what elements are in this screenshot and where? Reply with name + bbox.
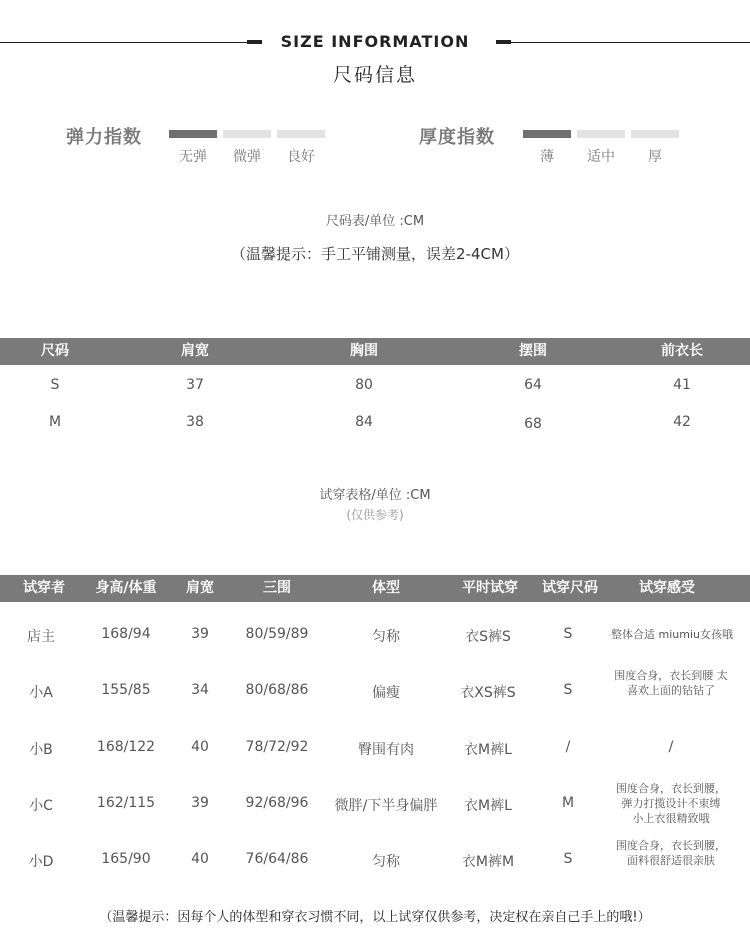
elasticity-option: 微弹: [233, 149, 261, 165]
page-title-en: SIZE INFORMATION: [280, 32, 470, 51]
size-cell: 41: [673, 377, 691, 393]
trial-cell: 衣XS裤S: [460, 685, 516, 701]
trial-cell: 168/122: [96, 739, 156, 755]
trial-table-header: [0, 575, 750, 602]
thickness-title: 厚度指数: [419, 127, 495, 148]
elasticity-bar-3: [277, 130, 325, 138]
thickness-option: 薄: [540, 149, 554, 165]
trial-table-header-cell: 试穿者: [23, 580, 65, 596]
trial-cell: 80/68/86: [245, 682, 309, 698]
trial-cell: 155/85: [101, 682, 151, 698]
trial-table-unit: 试穿表格/单位 :CM: [319, 488, 431, 503]
trial-cell: S: [563, 626, 573, 642]
trial-cell: M: [561, 795, 575, 811]
size-cell: M: [48, 414, 62, 430]
trial-cell: S: [563, 682, 573, 698]
size-table-header-cell: 肩宽: [181, 343, 209, 359]
size-cell: 37: [186, 377, 204, 393]
size-table-header-cell: 胸围: [350, 343, 378, 359]
trial-cell: 臀围有肉: [358, 742, 414, 758]
trial-cell: 34: [191, 682, 209, 698]
thickness-bar-2: [577, 130, 625, 138]
elasticity-bar-2: [223, 130, 271, 138]
thickness-option: 适中: [587, 149, 615, 165]
thickness-option: 厚: [648, 149, 662, 165]
trial-cell: 匀称: [372, 854, 400, 870]
size-cell: 64: [524, 377, 542, 393]
trial-cell: 小C: [29, 798, 53, 814]
trial-table-header-cell: 三围: [263, 580, 291, 596]
size-table-unit: 尺码表/单位 :CM: [325, 214, 425, 229]
trial-table-header-cell: 体型: [372, 580, 400, 596]
trial-cell: 39: [191, 795, 209, 811]
trial-cell: 整体合适 miumiu女孩哦: [611, 628, 733, 641]
size-cell: 38: [186, 414, 204, 430]
trial-cell: 76/64/86: [245, 851, 309, 867]
trial-cell: 78/72/92: [245, 739, 309, 755]
elasticity-option: 良好: [287, 149, 315, 165]
trial-table-header-cell: 试穿尺码: [542, 580, 598, 596]
trial-table-header-cell: 身高/体重: [95, 580, 157, 596]
trial-cell: 165/90: [101, 851, 151, 867]
trial-note: (仅供参考): [346, 508, 404, 522]
trial-cell: 偏瘦: [372, 685, 400, 701]
size-table-header-cell: 摆围: [519, 343, 547, 359]
elasticity-title: 弹力指数: [66, 127, 142, 148]
size-cell: 80: [355, 377, 373, 393]
trial-cell: 围度合身，衣长到腰 太 喜欢上面的钻钻了: [614, 669, 728, 697]
page-title-cn: 尺码信息: [332, 64, 417, 86]
trial-cell: 80/59/89: [245, 626, 309, 642]
trial-cell: 40: [191, 851, 209, 867]
trial-cell: 小B: [29, 742, 53, 758]
trial-cell: 小D: [28, 854, 54, 870]
trial-cell: 微胖/下半身偏胖: [334, 798, 438, 814]
size-table-header-cell: 前衣长: [661, 343, 703, 359]
trial-cell: 店主: [27, 629, 55, 645]
trial-cell: 40: [191, 739, 209, 755]
trial-cell: 围度合身，衣长到腰， 面料很舒适很亲肤: [616, 839, 726, 867]
trial-cell: 39: [191, 626, 209, 642]
size-table-header: [0, 338, 750, 365]
footer-tip: （温馨提示：因每个人的体型和穿衣习惯不同，以上试穿仅供参考，决定权在亲自己手上的哦!）: [99, 910, 651, 925]
trial-cell: /: [668, 739, 674, 755]
size-table-header-cell: 尺码: [41, 343, 69, 359]
trial-table-header-cell: 平时试穿: [462, 580, 518, 596]
measure-tip: （温馨提示：手工平铺测量，误差2-4CM）: [231, 245, 519, 263]
trial-cell: /: [565, 739, 571, 755]
size-cell: 84: [355, 414, 373, 430]
trial-cell: 168/94: [101, 626, 151, 642]
trial-cell: 匀称: [372, 629, 400, 645]
trial-cell: 围度合身，衣长到腰， 弹力打揽设计不束缚 小上衣很精致哦: [616, 782, 726, 825]
trial-cell: 衣S裤S: [465, 629, 511, 645]
trial-table-header-cell: 肩宽: [186, 580, 214, 596]
trial-cell: 162/115: [96, 795, 156, 811]
trial-cell: 衣M裤M: [461, 854, 515, 870]
thickness-bar-3: [631, 130, 679, 138]
elasticity-bar-1: [169, 130, 217, 138]
thickness-bar-1: [523, 130, 571, 138]
trial-cell: S: [563, 851, 573, 867]
size-cell: 68: [524, 416, 542, 432]
trial-cell: 衣M裤L: [464, 798, 512, 814]
trial-table-header-cell: 试穿感受: [639, 580, 695, 596]
trial-cell: 衣M裤L: [464, 742, 512, 758]
size-cell: S: [50, 377, 60, 393]
elasticity-option: 无弹: [179, 149, 207, 165]
trial-cell: 小A: [29, 685, 53, 701]
size-cell: 42: [673, 414, 691, 430]
header-line-right: [496, 42, 750, 43]
trial-cell: 92/68/96: [245, 795, 309, 811]
